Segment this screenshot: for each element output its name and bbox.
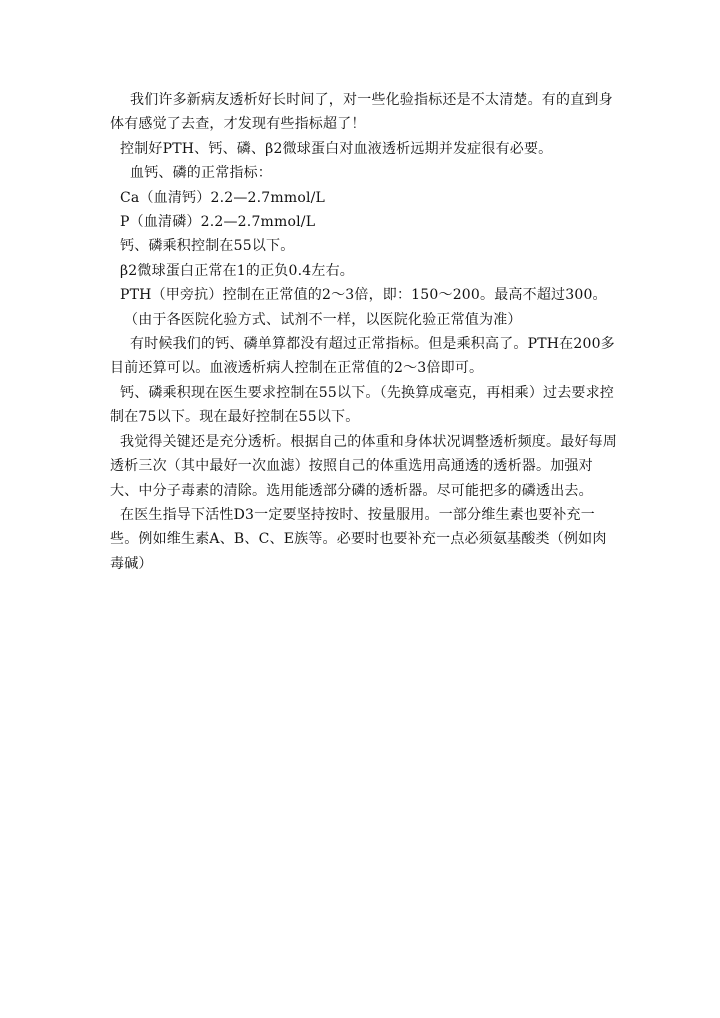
paragraph-lab-note: （由于各医院化验方式、试剂不一样，以医院化验正常值为准） xyxy=(124,311,522,328)
paragraph-intro: 我们许多新病友透析好长时间了，对一些化验指标还是不太清楚。有的直到身体有感觉了去查，才发现有些指标超了！ xyxy=(110,92,613,133)
document-body xyxy=(110,88,620,576)
paragraph-product-limit: 钙、磷乘积控制在55以下。 xyxy=(120,238,295,255)
paragraph-phosphorus-range: P（血清磷）2.2—2.7mmol/L xyxy=(120,214,316,231)
paragraph-control-importance: 控制好PTH、钙、磷、β2微球蛋白对血液透析远期并发症很有必要。 xyxy=(120,140,553,157)
paragraph-normal-heading: 血钙、磷的正常指标： xyxy=(130,165,272,182)
paragraph-pth-range: PTH（甲旁抗）控制在正常值的2～3倍，即：150～200。最高不超过300。 xyxy=(120,287,607,304)
paragraph-beta2-range: β2微球蛋白正常在1的正负0.4左右。 xyxy=(120,262,354,279)
paragraph-product-high: 有时候我们的钙、磷单算都没有超过正常指标。但是乘积高了。PTH在200多目前还算可以。血液透析病人控制在正常值的2～3倍即可。 xyxy=(110,336,615,377)
paragraph-adequate-dialysis: 我觉得关键还是充分透析。根据自己的体重和身体状况调整透析频度。最好每周透析三次（其中最好一次血滤）按照自己的体重选用高通透的透析器。加强对大、中分子毒素的清除。选用能透部分磷的透析器。尽可能把多的磷透出去。 xyxy=(110,433,617,499)
paragraph-product-requirement: 钙、磷乘积现在医生要求控制在55以下。（先换算成毫克，再相乘）过去要求控制在75以下。现在最好控制在55以下。 xyxy=(110,384,615,426)
paragraph-vitamin-d3: 在医生指导下活性D3一定要坚持按时、按量服用。一部分维生素也要补充一些。例如维生素A、B、C、E族等。必要时也要补充一点必须氨基酸类（例如肉毒碱） xyxy=(110,506,607,572)
paragraph-calcium-range: Ca（血清钙）2.2—2.7mmol/L xyxy=(120,189,326,206)
